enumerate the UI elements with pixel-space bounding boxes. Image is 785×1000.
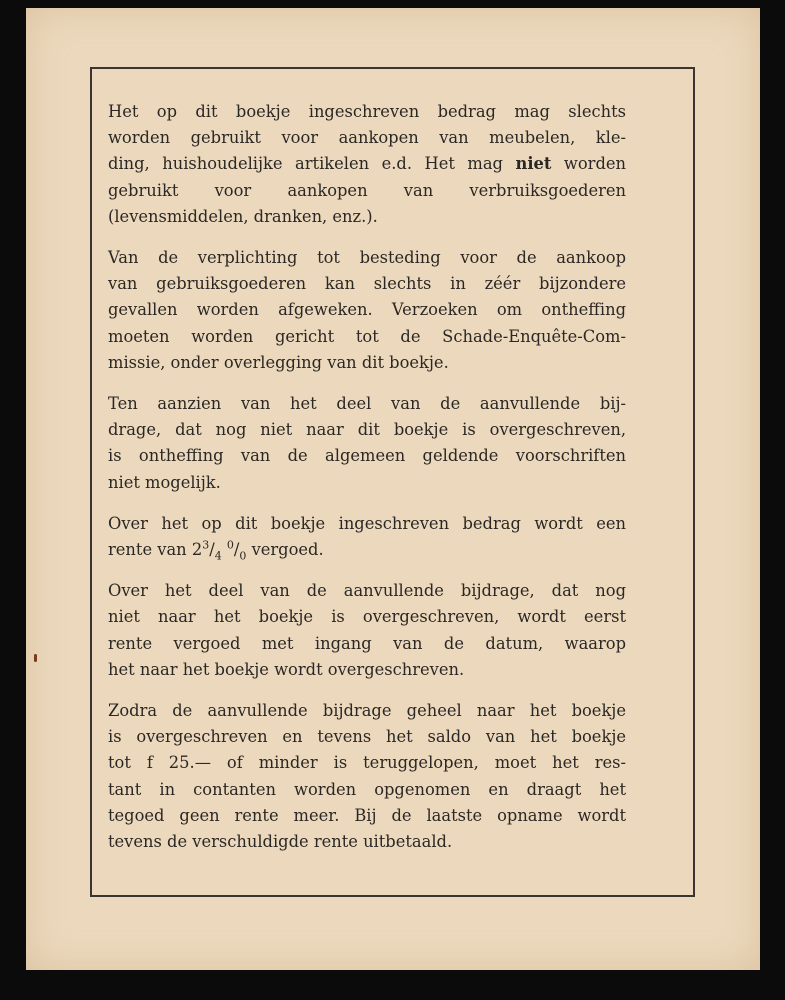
text-line: moeten worden gericht tot de Schade-Enquête-Com- [108, 326, 626, 346]
text-line: Van de verplichting tot besteding voor de aankoop [108, 248, 626, 268]
text-line: Het op dit boekje ingeschreven bedrag mag slechts [108, 102, 626, 121]
paragraph-interest-start [108, 578, 626, 683]
paragraph-exemption [108, 245, 626, 376]
text-line: is overgeschreven en tevens het saldo van het boekje [108, 727, 626, 747]
text-line: ding, huishoudelijke artikelen e.d. Het mag niet worden [108, 154, 626, 174]
text-line: het naar het boekje wordt overgeschreven. [108, 659, 465, 679]
text-line: worden gebruikt voor aankopen van meubelen, kle- [108, 128, 626, 148]
text-line: (levensmiddelen, dranken, enz.). [108, 206, 378, 226]
emphasis-niet: niet [515, 154, 552, 174]
text-line: gebruikt voor aankopen van verbruiksgoederen [108, 180, 626, 200]
ink-speck [34, 654, 37, 662]
text-line: missie, onder overlegging van dit boekje. [108, 352, 449, 372]
text-line: rente van $2^3/_4$ $^0/_0$ vergoed. [108, 538, 324, 563]
paragraph-interest-rate [108, 511, 626, 563]
text-line: Over het op dit boekje ingeschreven bedrag wordt een [108, 513, 626, 533]
text-line: rente vergoed met ingang van de datum, waarop [108, 633, 626, 653]
text-line: is ontheffing van de algemeen geldende voorschriften [108, 446, 626, 466]
text-line: tevens de verschuldigde rente uitbetaald. [108, 832, 453, 852]
text-line: van gebruiksgoederen kan slechts in zéér bijzondere [108, 274, 626, 294]
text-line: tant in contanten worden opgenomen en draagt het [108, 779, 626, 799]
text-line: niet naar het boekje is overgeschreven, wordt eerst [108, 607, 626, 627]
text-line: gevallen worden afgeweken. Verzoeken om ontheffing [108, 300, 626, 320]
text-line: tegoed geen rente meer. Bij de laatste opname wordt [108, 805, 626, 825]
document-body [108, 99, 626, 870]
text-line: drage, dat nog niet naar dit boekje is overgeschreven, [108, 420, 626, 440]
text-line: Over het deel van de aanvullende bijdrage, dat nog [108, 581, 626, 601]
text-line: niet mogelijk. [108, 472, 221, 492]
text-line: Zodra de aanvullende bijdrage geheel naar het boekje [108, 701, 626, 721]
paragraph-withdrawal [108, 698, 626, 855]
paragraph-supplement [108, 391, 626, 496]
text-line: Ten aanzien van het deel van de aanvullende bij- [108, 394, 626, 414]
text-line: tot f 25.— of minder is teruggelopen, moet het res- [108, 753, 626, 773]
paragraph-usage [108, 99, 626, 230]
